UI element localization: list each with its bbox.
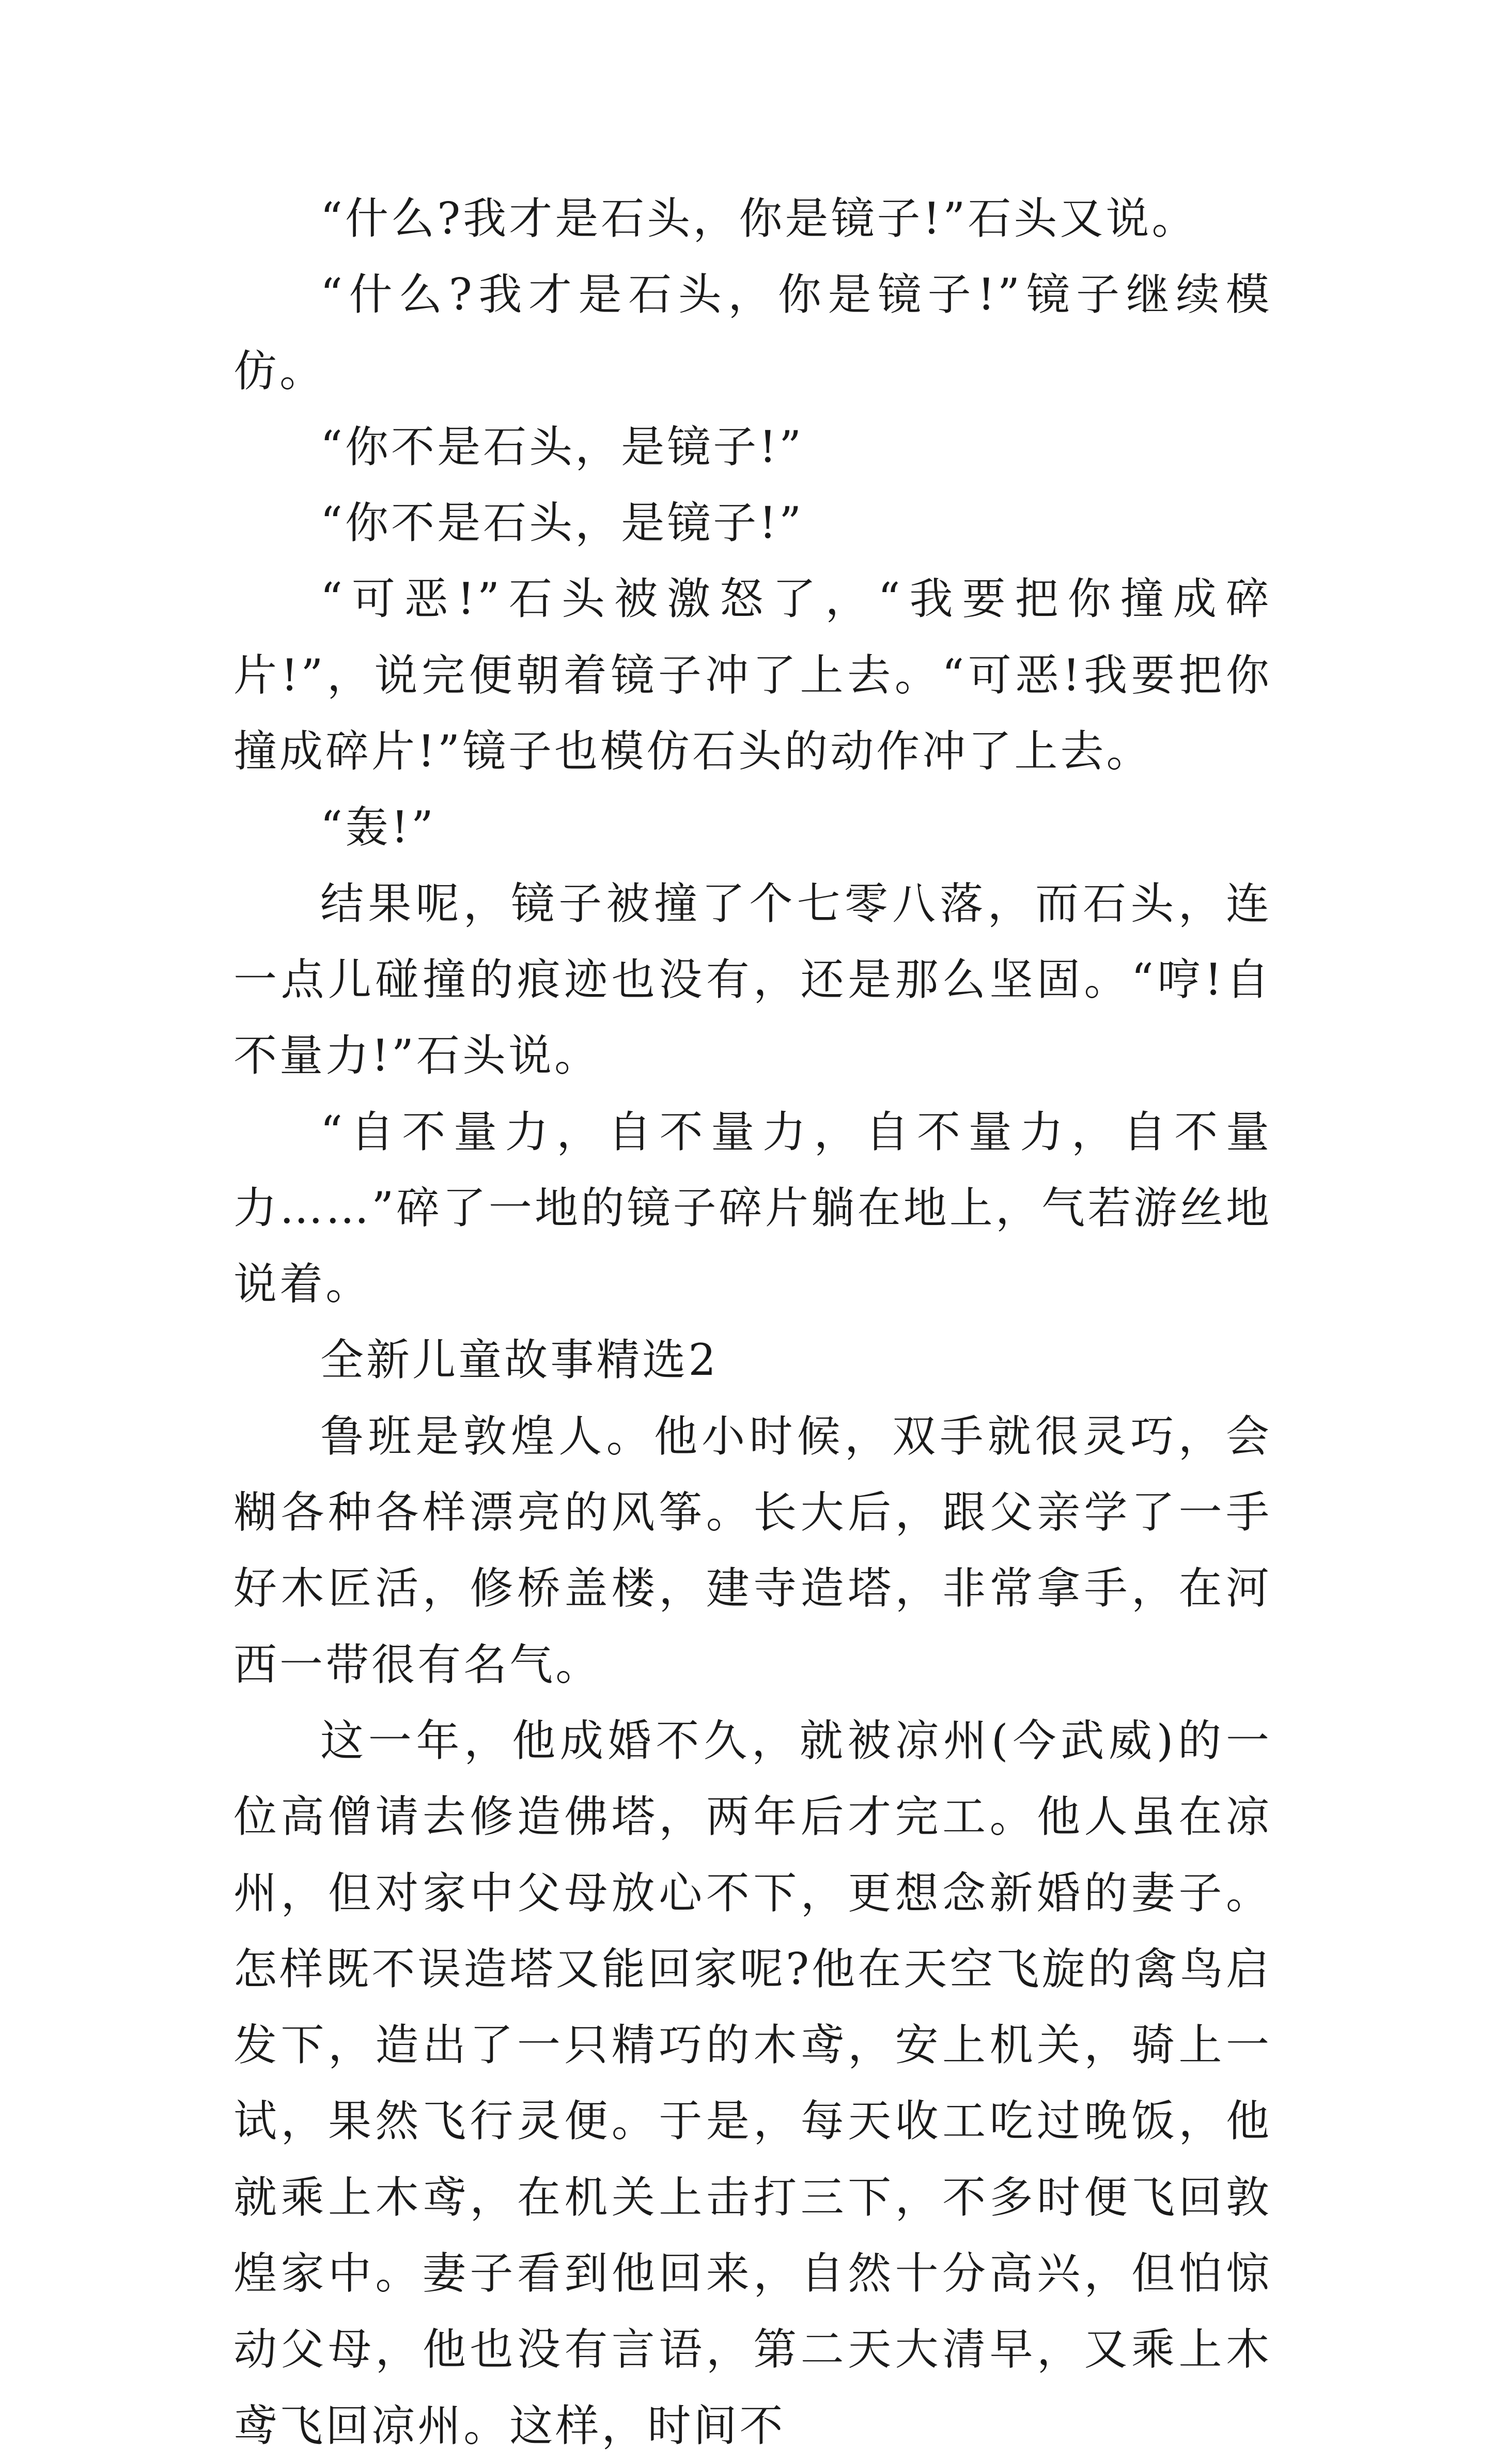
paragraph: 这一年，他成婚不久，就被凉州(今武威)的一位高僧请去修造佛塔，两年后才完工。他人虽在凉州，但对家中父母放心不下，更想念新婚的妻子。怎样既不误造塔又能回家呢?他在天空飞旋的禽鸟启发下，造出了一只精巧的木鸢，安上机关，骑上一试，果然飞行灵便。于是，每天收工吃过晚饭，他就乘上木鸢，在机关上击打三下，不多时便飞回敦煌家中。妻子看到他回来，自然十分高兴，但怕惊动父母，他也没有言语，第二天大清早，又乘上木鸢飞回凉州。这样，时间不 <box>233 1715 1272 2451</box>
paragraph: “你不是石头，是镜子!” <box>320 498 804 549</box>
paragraph: 结果呢，镜子被撞了个七零八落，而石头，连一点儿碰撞的痕迹也没有，还是那么坚固。“哼!自不量力!”石头说。 <box>233 878 1272 1081</box>
paragraph: 鲁班是敦煌人。他小时候，双手就很灵巧，会糊各种各样漂亮的风筝。长大后，跟父亲学了一手好木匠活，修桥盖楼，建寺造塔，非常拿手，在河西一带很有名气。 <box>233 1411 1272 1690</box>
paragraph: “你不是石头，是镜子!” <box>320 421 804 472</box>
document-body <box>233 181 1272 2464</box>
paragraph: “什么?我才是石头，你是镜子!”镜子继续模仿。 <box>233 269 1272 396</box>
section-heading: 全新儿童故事精选2 <box>320 1335 719 1386</box>
paragraph: “轰!” <box>320 802 436 853</box>
paragraph: “自不量力，自不量力，自不量力，自不量力……”碎了一地的镜子碎片躺在地上，气若游丝地说着。 <box>233 1106 1272 1310</box>
paragraph: “可恶!”石头被激怒了，“我要把你撞成碎片!”，说完便朝着镜子冲了上去。“可恶!我要把你撞成碎片!”镜子也模仿石头的动作冲了上去。 <box>233 574 1272 777</box>
paragraph: “什么?我才是石头，你是镜子!”石头又说。 <box>320 193 1198 244</box>
